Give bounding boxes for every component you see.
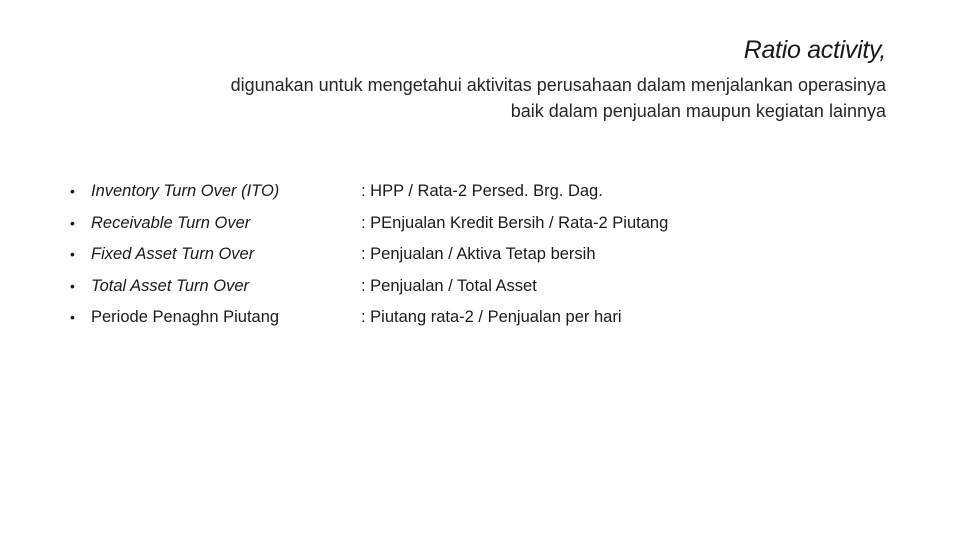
ratio-name: Total Asset Turn Over: [91, 276, 250, 295]
ratio-name: Receivable Turn Over: [91, 213, 251, 232]
ratio-formula: : Penjualan / Total Asset: [361, 276, 537, 295]
subtitle-line-1: digunakan untuk mengetahui aktivitas perusahaan dalam menjalankan operasinya: [230, 75, 886, 95]
bullet-icon: •: [70, 246, 75, 262]
slide-title: Ratio activity,: [743, 36, 886, 64]
ratio-formula: : HPP / Rata-2 Persed. Brg. Dag.: [361, 182, 603, 200]
bullet-icon: •: [70, 309, 75, 325]
ratio-formula: : Penjualan / Aktiva Tetap bersih: [361, 245, 596, 263]
bullet-icon: •: [70, 214, 75, 231]
ratio-name: Fixed Asset Turn Over: [91, 245, 255, 263]
slide-subtitle: [86, 72, 886, 124]
ratio-name: Periode Penaghn Piutang: [91, 308, 280, 326]
ratio-formula: : PEnjualan Kredit Bersih / Rata-2 Piutang: [361, 213, 669, 232]
ratio-name: Inventory Turn Over (ITO): [91, 182, 280, 200]
bullet-icon: •: [70, 183, 75, 199]
ratio-formula: : Piutang rata-2 / Penjualan per hari: [361, 308, 622, 326]
subtitle-line-2: baik dalam penjualan maupun kegiatan lainnya: [510, 101, 886, 121]
bullet-icon: •: [70, 277, 75, 294]
